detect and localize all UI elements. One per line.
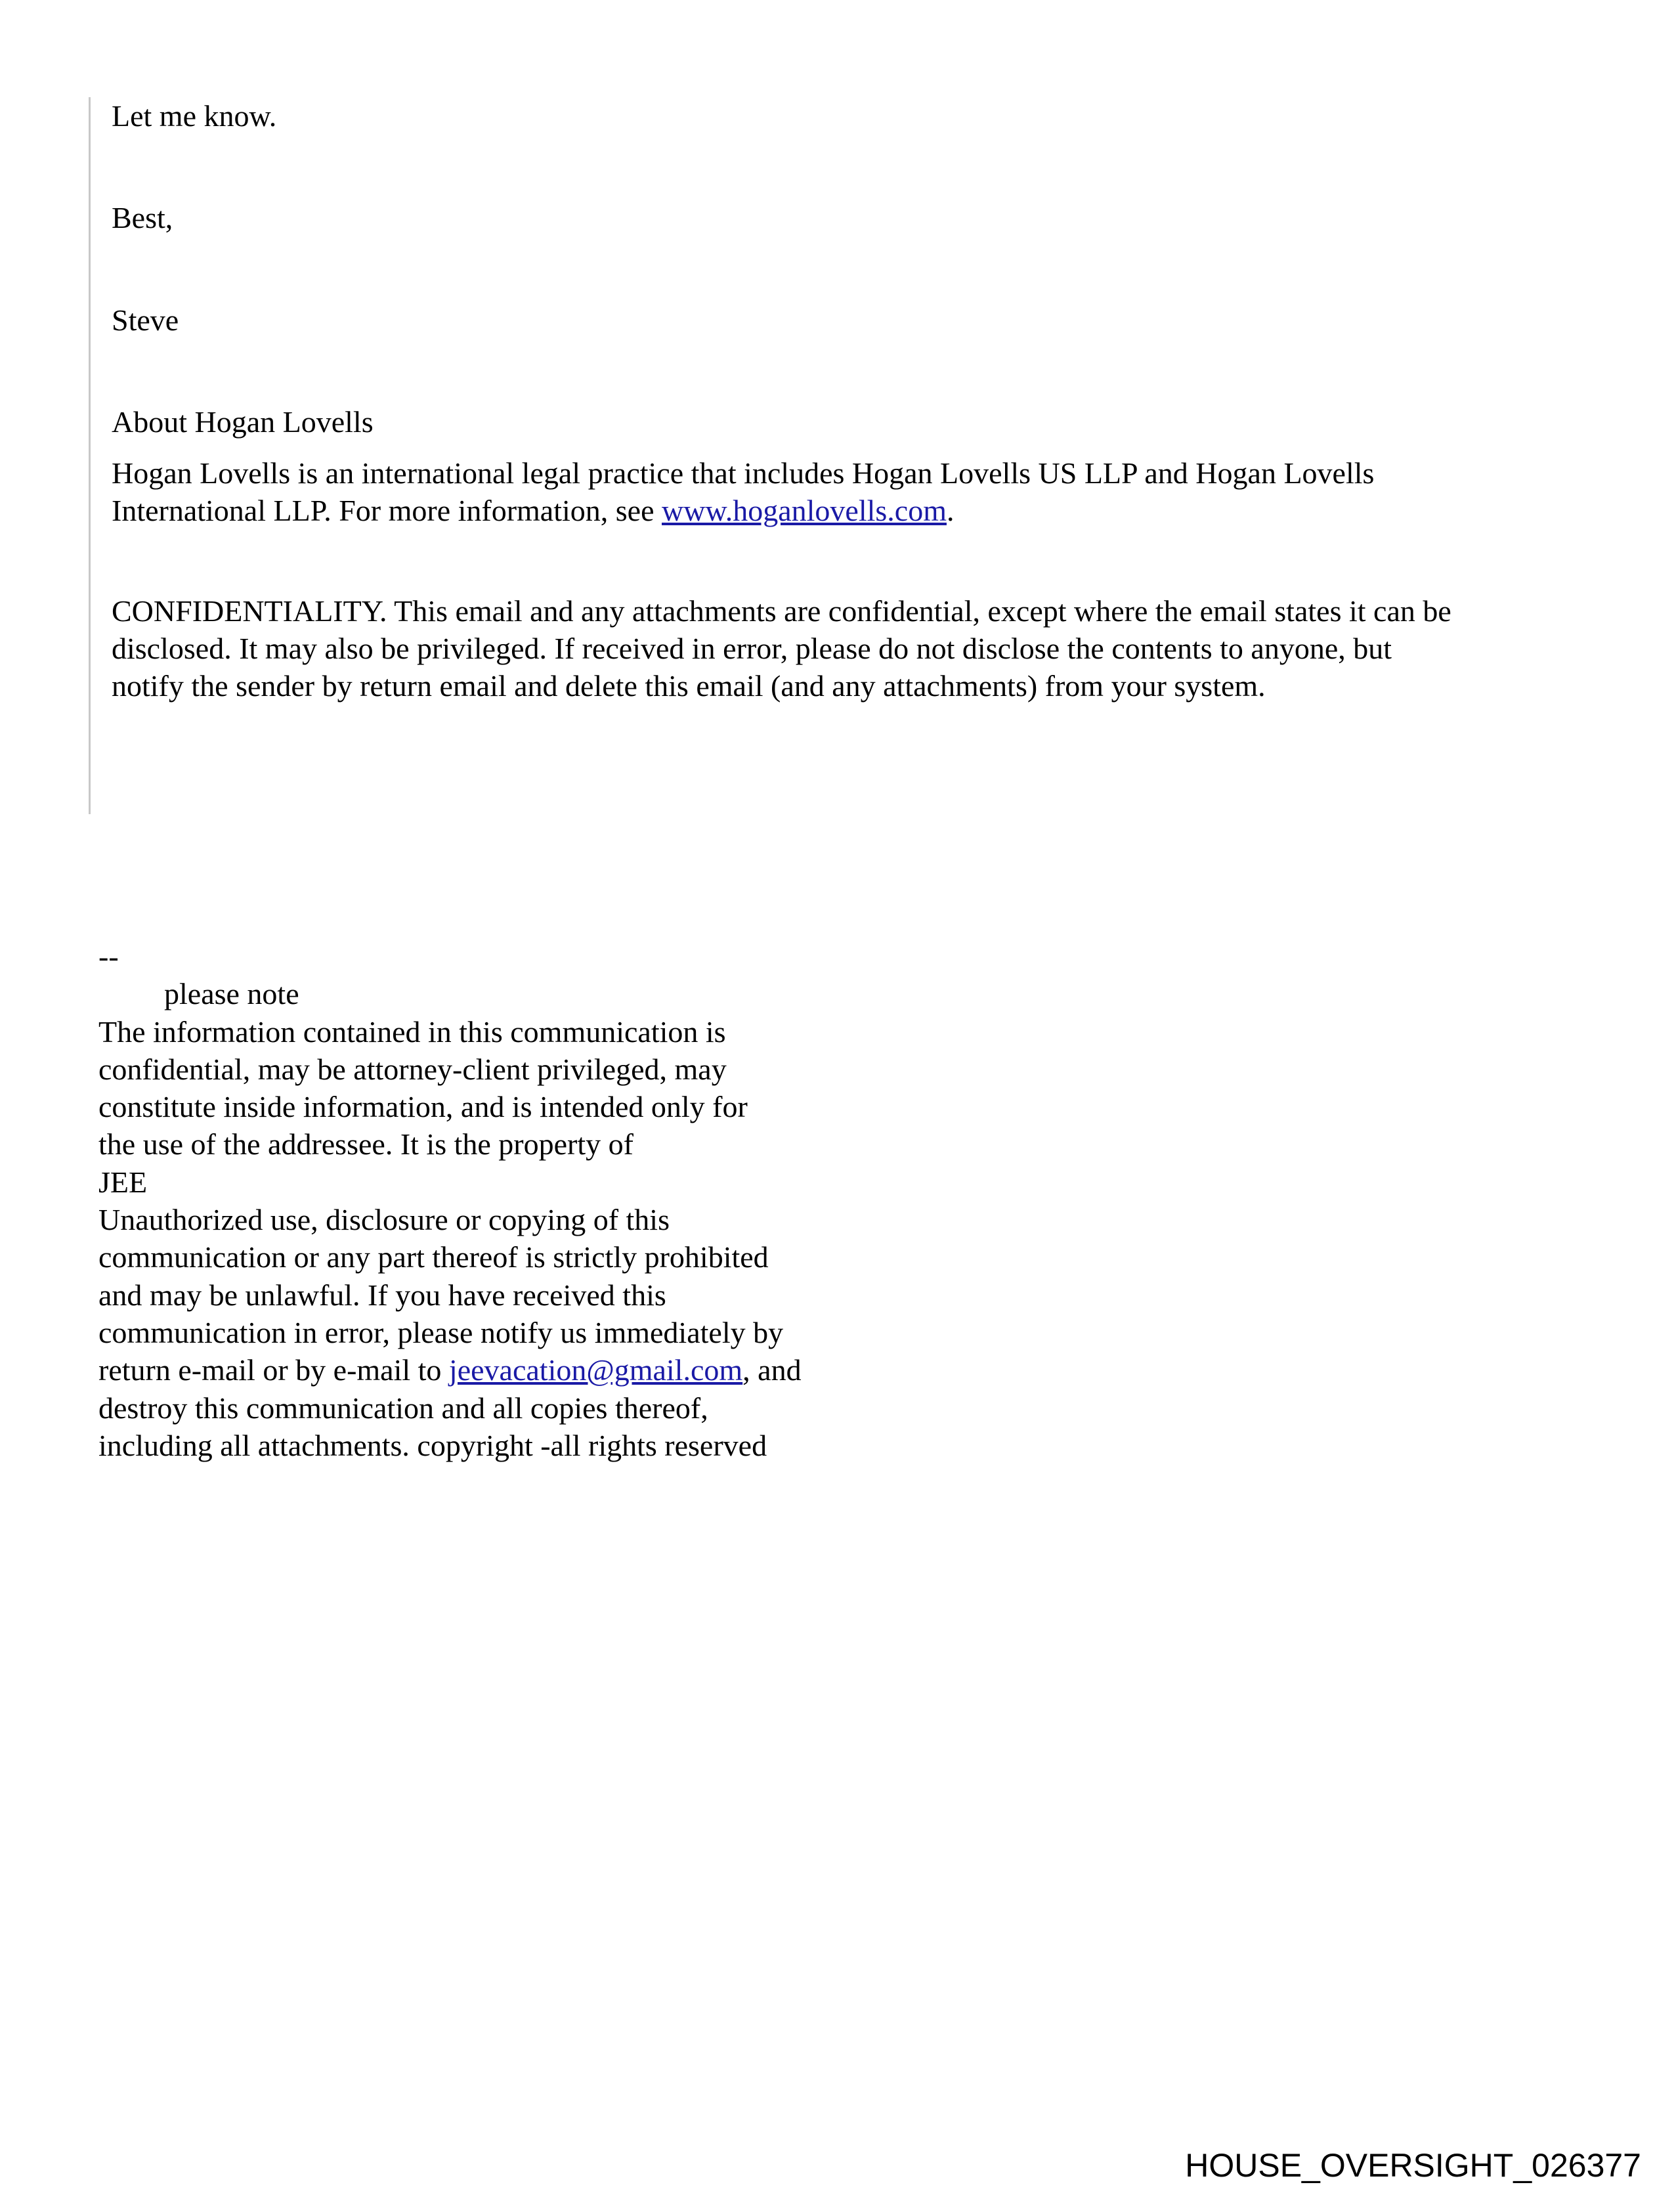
hoganlovells-link[interactable]: www.hoganlovells.com xyxy=(662,494,947,527)
disclaimer-line: communication in error, please notify us immediately by xyxy=(98,1315,784,1349)
disclaimer-line: destroy this communication and all copies thereof, xyxy=(98,1391,708,1425)
confidentiality-line: notify the sender by return email and delete this email (and any attachments) from your system. xyxy=(112,669,1266,703)
disclaimer-line: constitute inside information, and is intended only for xyxy=(98,1090,748,1124)
sender-name: Steve xyxy=(112,303,179,337)
disclaimer-line: The information contained in this communication is xyxy=(98,1014,726,1049)
disclaimer-line: the use of the addressee. It is the property of xyxy=(98,1127,633,1161)
confidentiality-line: CONFIDENTIALITY. This email and any attachments are confidential, except where the email states it can be xyxy=(112,594,1451,628)
confidentiality-paragraph xyxy=(112,592,1589,705)
about-line: International LLP. For more information, see www.hoganlovells.com. xyxy=(112,494,955,527)
email-link[interactable]: jeevacation@gmail.com xyxy=(448,1353,743,1387)
disclaimer-line: return e-mail or by e-mail to jeevacation@gmail.com, and xyxy=(98,1353,802,1387)
about-line: Hogan Lovells is an international legal practice that includes Hogan Lovells US LLP and Hogan Lovells xyxy=(112,456,1375,490)
sign-off: Best, xyxy=(112,201,173,234)
please-note: please note xyxy=(164,977,299,1011)
disclaimer-line: including all attachments. copyright -all rights reserved xyxy=(98,1428,767,1462)
disclaimer-line: and may be unlawful. If you have received this xyxy=(98,1278,666,1312)
signature-separator: -- xyxy=(98,940,119,973)
about-heading: About Hogan Lovells xyxy=(112,405,374,439)
disclaimer-line: Unauthorized use, disclosure or copying of this xyxy=(98,1203,670,1237)
confidentiality-line: disclosed. It may also be privileged. If received in error, please do not disclose the contents to anyone, but xyxy=(112,632,1392,665)
signature-disclaimer xyxy=(98,938,802,1464)
disclaimer-line: JEE xyxy=(98,1165,148,1199)
closing-line: Let me know. xyxy=(112,99,277,133)
bates-number: HOUSE_OVERSIGHT_026377 xyxy=(1185,2147,1641,2184)
quote-bar xyxy=(89,97,91,814)
disclaimer-line: confidential, may be attorney-client privileged, may xyxy=(98,1052,727,1086)
about-paragraph xyxy=(112,454,1589,529)
disclaimer-line: communication or any part thereof is strictly prohibited xyxy=(98,1240,769,1274)
